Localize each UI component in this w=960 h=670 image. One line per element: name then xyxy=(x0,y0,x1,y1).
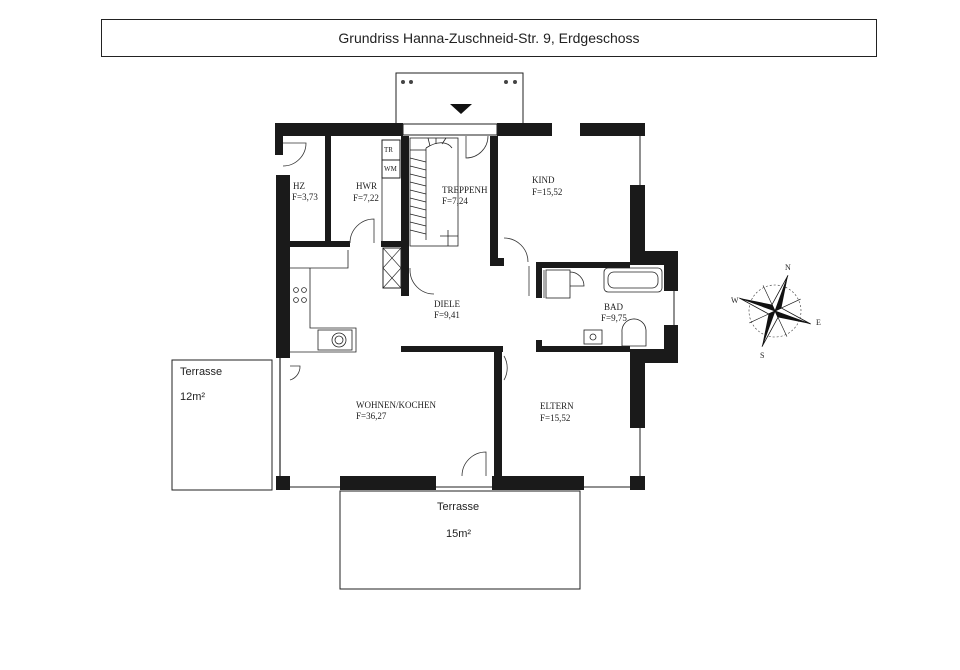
room-area-eltern: F=15,52 xyxy=(540,413,571,423)
terrace-left-area: 12m² xyxy=(180,391,206,403)
compass-east: E xyxy=(816,318,821,327)
room-name-eltern: ELTERN xyxy=(540,401,574,411)
entrance-arrow-icon xyxy=(450,104,472,114)
compass-west: W xyxy=(731,296,739,305)
room-name-treppenhaus: TREPPENH xyxy=(442,185,488,195)
compass-north: N xyxy=(785,263,791,272)
entrance-canopy xyxy=(396,73,523,124)
room-name-kind: KIND xyxy=(532,175,555,185)
terrace-left-name: Terrasse xyxy=(180,366,223,378)
plan-title: Grundriss Hanna-Zuschneid-Str. 9, Erdgeschoss xyxy=(101,19,877,57)
room-area-diele: F=9,41 xyxy=(434,310,460,320)
room-labels xyxy=(292,175,627,423)
room-name-wohnen-kochen: WOHNEN/KOCHEN xyxy=(356,400,436,410)
room-name-diele: DIELE xyxy=(434,299,460,309)
room-area-treppenhaus: F=7,24 xyxy=(442,196,468,206)
washer-label: WM xyxy=(384,165,397,173)
kitchen-counter xyxy=(290,250,356,352)
compass-south: S xyxy=(760,351,765,360)
room-area-kind: F=15,52 xyxy=(532,187,563,197)
room-name-hz: HZ xyxy=(293,181,305,191)
room-area-bad: F=9,75 xyxy=(601,313,627,323)
room-area-hz: F=3,73 xyxy=(292,192,318,202)
terrace-bottom-area: 15m² xyxy=(446,528,472,540)
compass-rose-icon xyxy=(726,262,823,359)
room-name-bad: BAD xyxy=(604,302,624,312)
room-area-hwr: F=7,22 xyxy=(353,193,379,203)
room-area-wohnen-kochen: F=36,27 xyxy=(356,411,387,421)
laundry-fixtures xyxy=(382,140,401,288)
terrace-left xyxy=(172,360,272,490)
dryer-label: TR xyxy=(384,146,393,154)
terrace-bottom-name: Terrasse xyxy=(437,501,480,513)
terrace-bottom xyxy=(340,491,580,589)
doors xyxy=(283,136,544,476)
room-name-hwr: HWR xyxy=(356,181,377,191)
